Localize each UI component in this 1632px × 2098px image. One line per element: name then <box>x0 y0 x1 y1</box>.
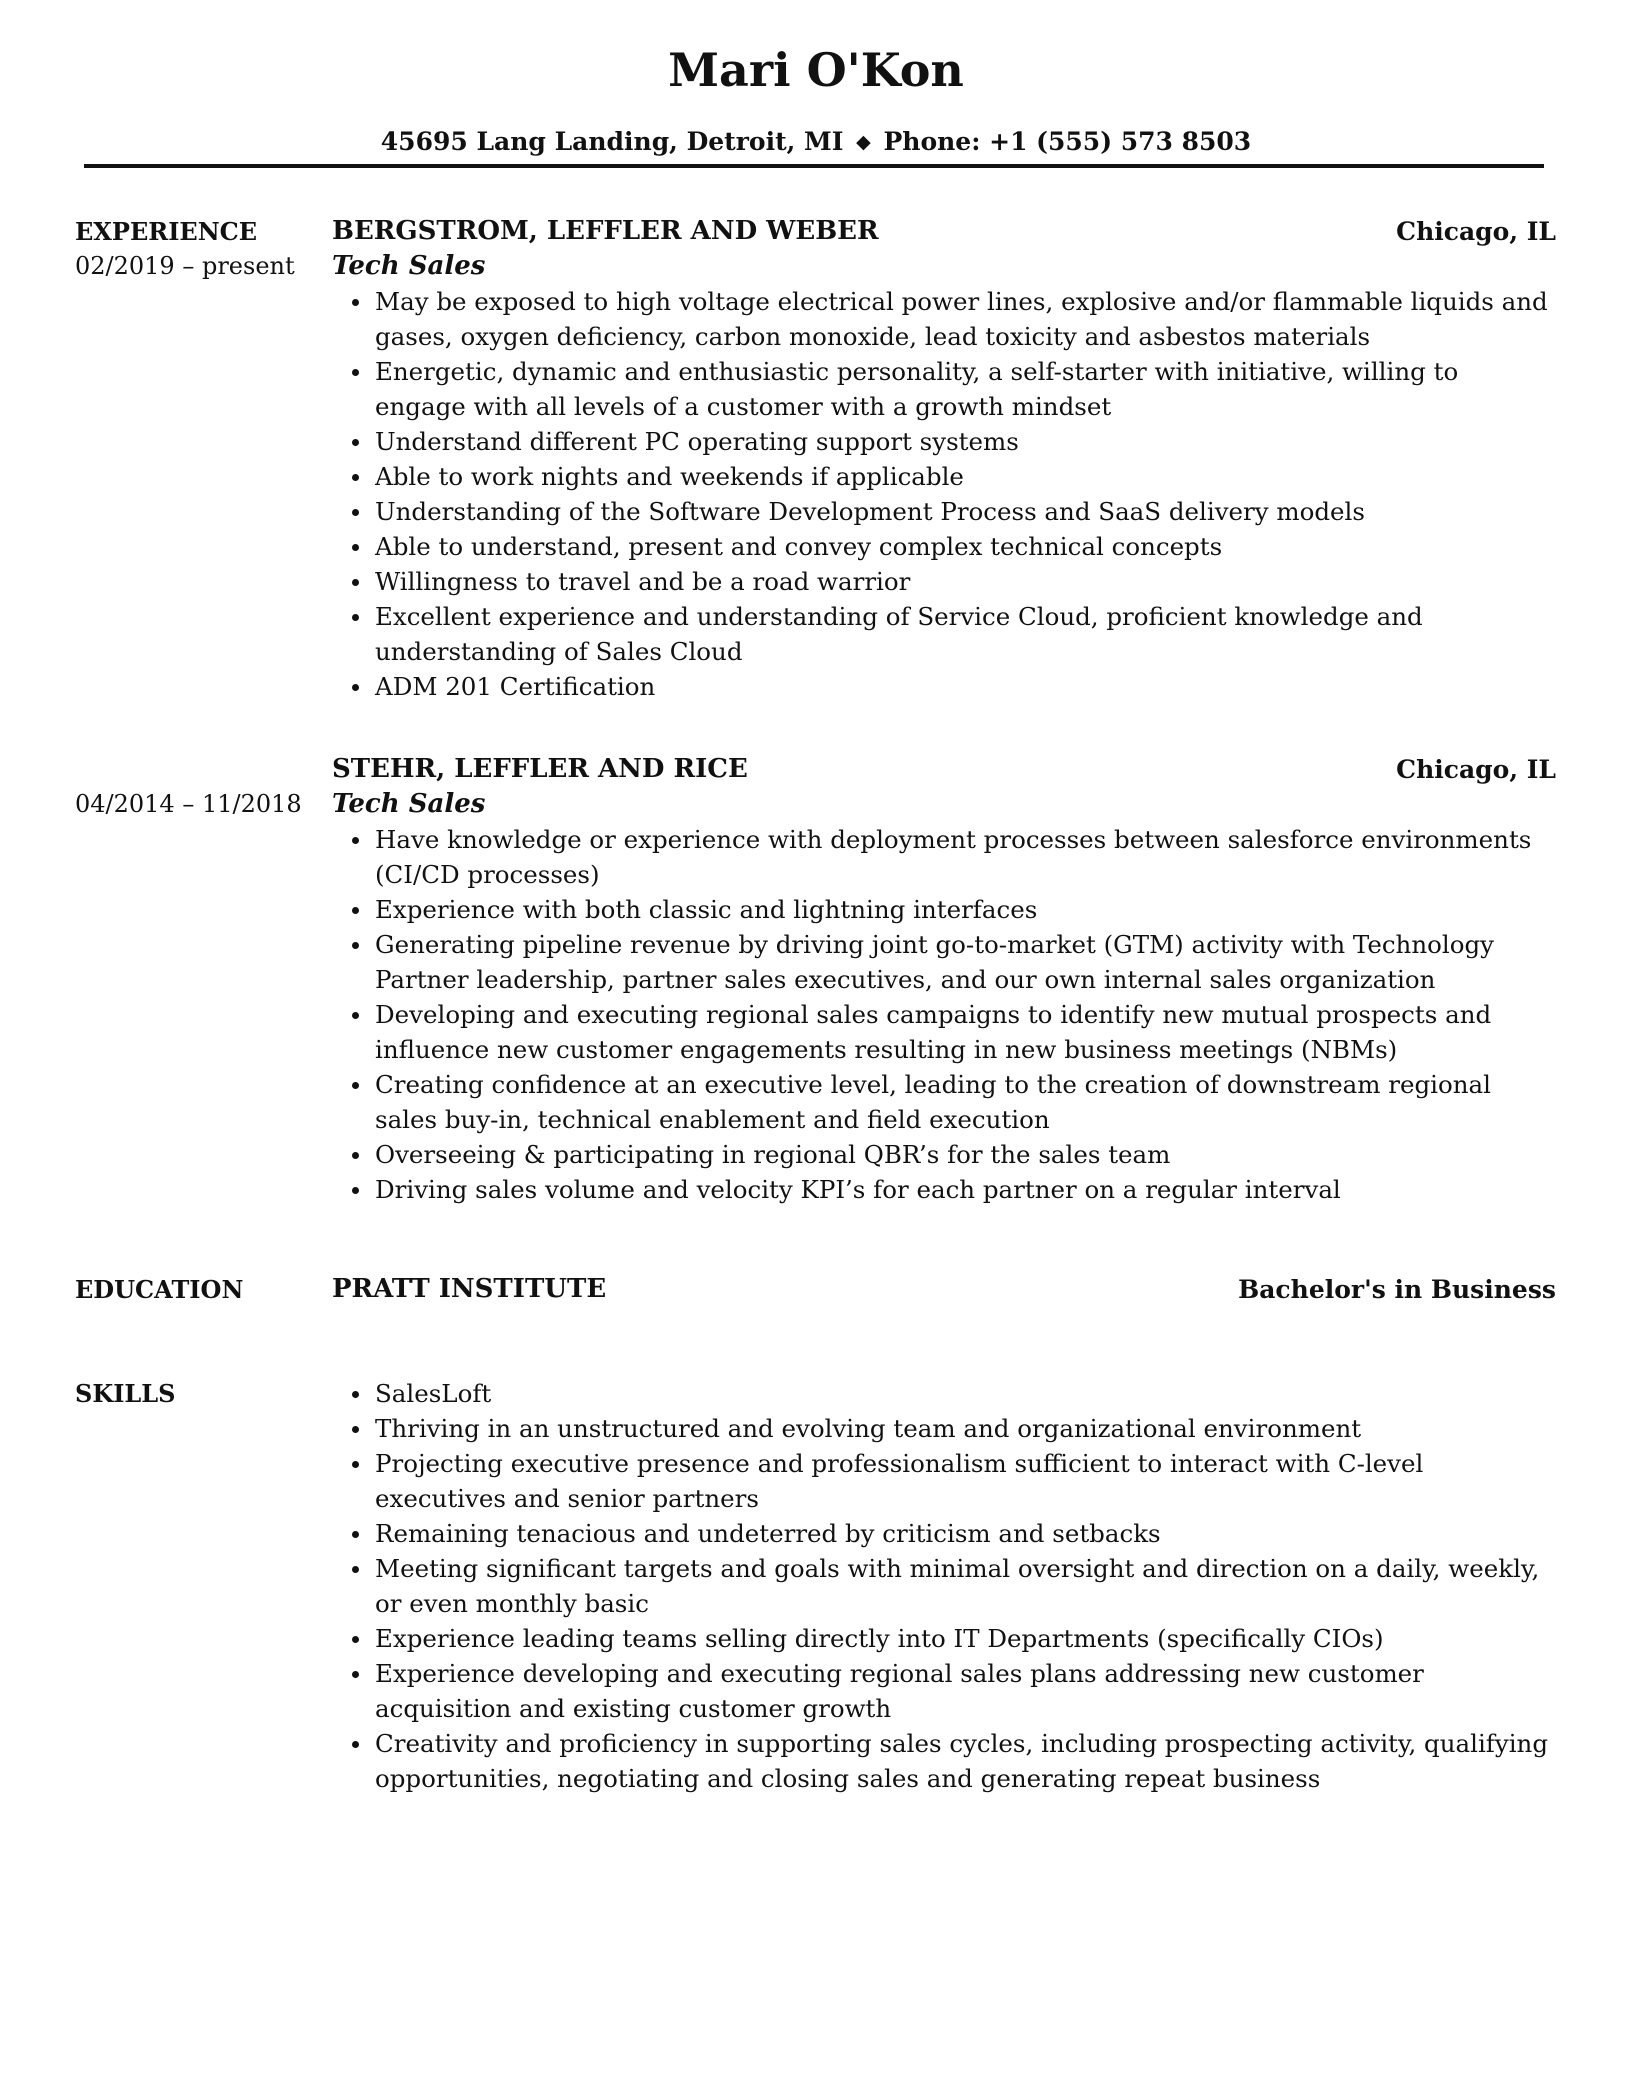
candidate-name: Mari O'Kon <box>668 43 964 97</box>
job-title: Tech Sales <box>332 251 486 281</box>
bullet-item: Remaining tenacious and undeterred by criticism and setbacks <box>375 1516 1555 1551</box>
bullet-item: Creating confidence at an executive level, leading to the creation of downstream regional sales buy-in, technical enablement and field execution <box>375 1067 1555 1137</box>
skills-section-label: SKILLS <box>75 1379 176 1408</box>
bullet-item: Meeting significant targets and goals with minimal oversight and direction on a daily, weekly, or even monthly basic <box>375 1551 1555 1621</box>
experience-section-label: EXPERIENCE <box>75 217 258 246</box>
job-company: BERGSTROM, LEFFLER AND WEBER <box>332 216 879 246</box>
bullet-item: Experience with both classic and lightning interfaces <box>375 892 1555 927</box>
school-name: PRATT INSTITUTE <box>332 1274 607 1304</box>
bullet-item: Able to work nights and weekends if applicable <box>375 459 1555 494</box>
job-location: Chicago, IL <box>1396 755 1556 784</box>
degree: Bachelor's in Business <box>1238 1275 1556 1304</box>
bullet-item: Experience leading teams selling directly into IT Departments (specifically CIOs) <box>375 1621 1555 1656</box>
bullet-item: Understand different PC operating support systems <box>375 424 1555 459</box>
contact-line <box>0 124 1632 162</box>
bullet-item: Willingness to travel and be a road warrior <box>375 564 1555 599</box>
bullet-item: Experience developing and executing regional sales plans addressing new customer acquisition and existing customer growth <box>375 1656 1555 1726</box>
bullet-item: Projecting executive presence and professionalism sufficient to interact with C-level executives and senior partners <box>375 1446 1555 1516</box>
bullet-item: Energetic, dynamic and enthusiastic personality, a self-starter with initiative, willing to engage with all levels of a customer with a growth mindset <box>375 354 1555 424</box>
job-bullets <box>375 284 1555 704</box>
bullet-item: SalesLoft <box>375 1376 1555 1411</box>
job-bullets <box>375 822 1555 1207</box>
bullet-item: Overseeing & participating in regional QBR’s for the sales team <box>375 1137 1555 1172</box>
header-divider <box>84 164 1544 168</box>
bullet-item: Understanding of the Software Development Process and SaaS delivery models <box>375 494 1555 529</box>
job-location: Chicago, IL <box>1396 217 1556 246</box>
education-section-label: EDUCATION <box>75 1275 244 1304</box>
skills-bullets <box>375 1376 1555 1796</box>
address: 45695 Lang Landing, Detroit, MI <box>380 127 844 156</box>
bullet-item: ADM 201 Certification <box>375 669 1555 704</box>
job-dates: 02/2019 – present <box>75 252 295 280</box>
phone: Phone: +1 (555) 573 8503 <box>883 127 1252 156</box>
bullet-item: Generating pipeline revenue by driving joint go-to-market (GTM) activity with Technology Partner leadership, partner sales executives, and our own internal sales organization <box>375 927 1555 997</box>
bullet-item: May be exposed to high voltage electrical power lines, explosive and/or flammable liquids and gases, oxygen deficiency, carbon monoxide, lead toxicity and asbestos materials <box>375 284 1555 354</box>
bullet-item: Driving sales volume and velocity KPI’s for each partner on a regular interval <box>375 1172 1555 1207</box>
bullet-item: Excellent experience and understanding of Service Cloud, proficient knowledge and understanding of Sales Cloud <box>375 599 1555 669</box>
job-company: STEHR, LEFFLER AND RICE <box>332 754 748 784</box>
diamond-separator-icon: ◆ <box>856 131 871 153</box>
bullet-item: Creativity and proficiency in supporting sales cycles, including prospecting activity, qualifying opportunities, negotiating and closing sales and generating repeat business <box>375 1726 1555 1796</box>
bullet-item: Able to understand, present and convey complex technical concepts <box>375 529 1555 564</box>
bullet-item: Have knowledge or experience with deployment processes between salesforce environments (CI/CD processes) <box>375 822 1555 892</box>
bullet-item: Developing and executing regional sales campaigns to identify new mutual prospects and influence new customer engagements resulting in new business meetings (NBMs) <box>375 997 1555 1067</box>
job-dates: 04/2014 – 11/2018 <box>75 790 302 818</box>
bullet-item: Thriving in an unstructured and evolving team and organizational environment <box>375 1411 1555 1446</box>
job-title: Tech Sales <box>332 789 486 819</box>
